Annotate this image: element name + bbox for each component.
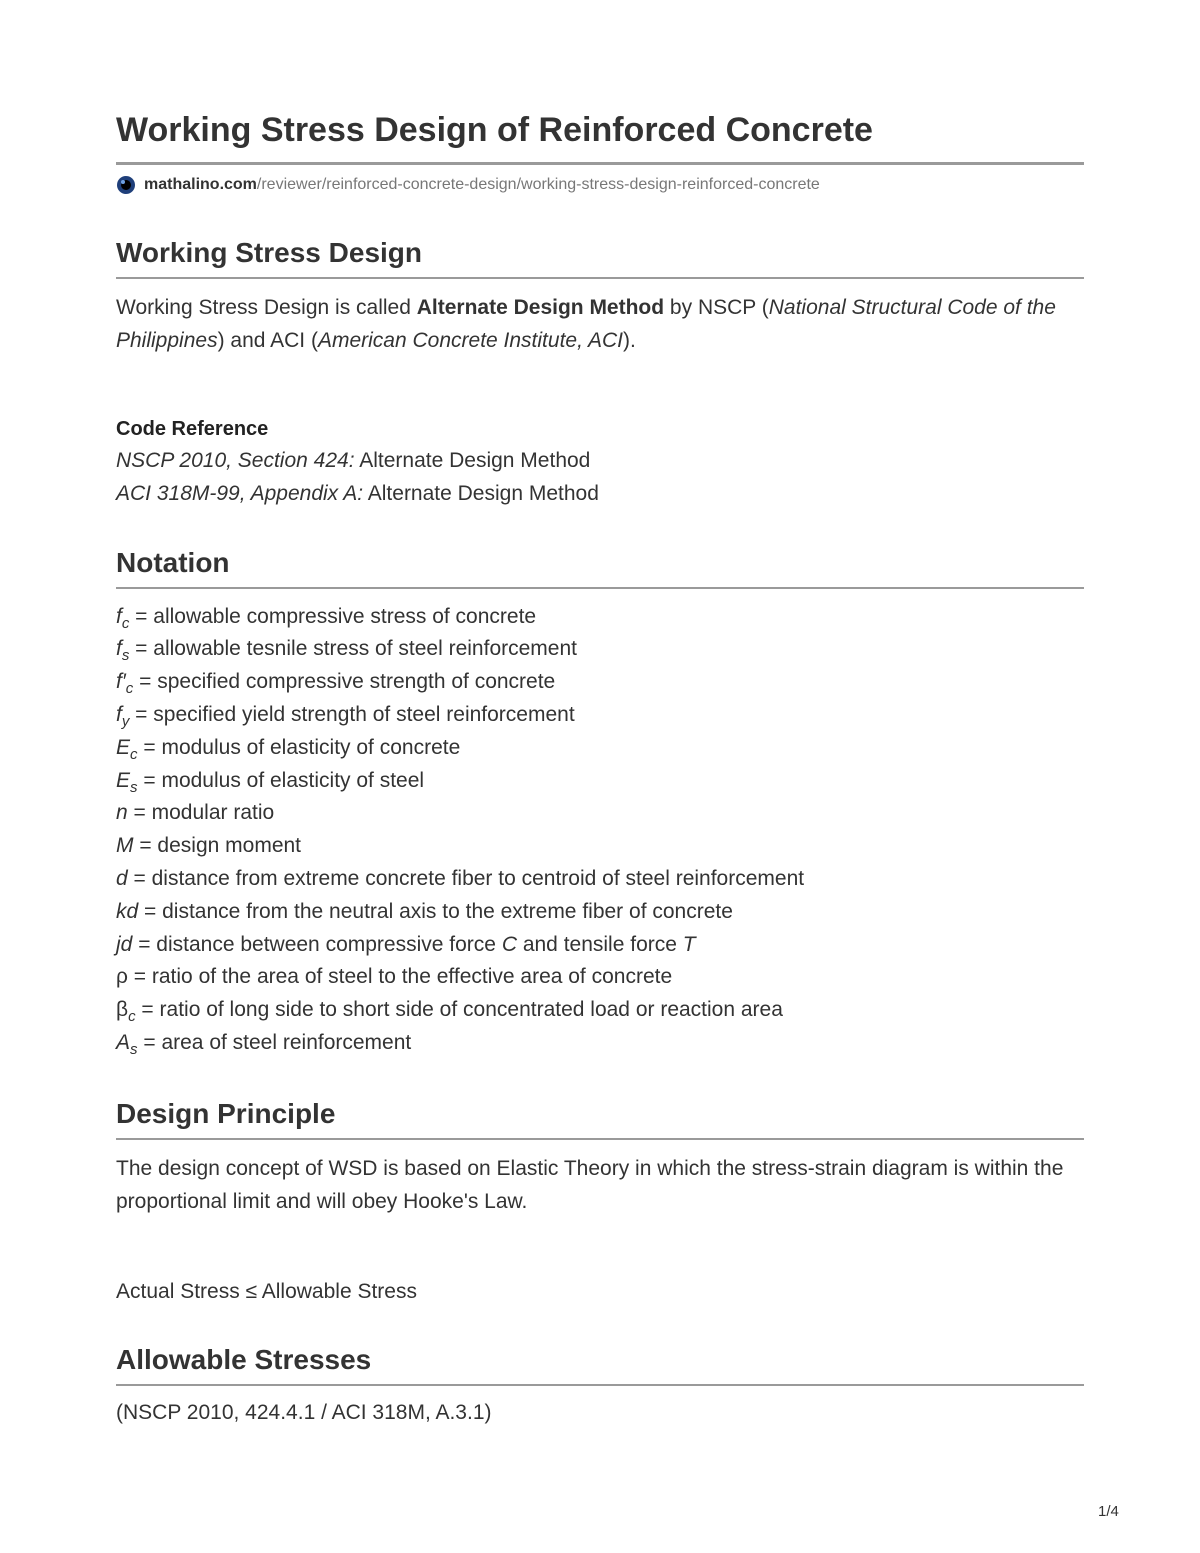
site-logo-icon — [116, 175, 136, 195]
document-page — [116, 108, 1084, 1429]
section-heading-allowable: Allowable Stresses — [116, 1343, 372, 1375]
section-heading-principle: Design Principle — [116, 1097, 336, 1129]
notation-description: = allowable compressive stress of concrete — [129, 604, 537, 628]
notation-subscript: y — [121, 712, 130, 730]
notation-description: = area of steel reinforcement — [137, 1030, 412, 1054]
notation-symbol: d — [116, 866, 128, 890]
notation-item — [116, 601, 1084, 634]
notation-list — [116, 601, 1084, 1060]
notation-item — [116, 896, 1084, 929]
notation-symbol: kd — [116, 899, 139, 923]
notation-subscript: c — [125, 680, 134, 698]
notation-description: = modular ratio — [127, 801, 275, 825]
notation-item — [116, 666, 1084, 699]
allowable-reference: (NSCP 2010, 424.4.1 / ACI 318M, A.3.1) — [116, 1400, 492, 1424]
notation-subscript: c — [121, 614, 130, 632]
stress-equation: Actual Stress ≤ Allowable Stress — [116, 1279, 417, 1303]
notation-symbol: f — [116, 637, 122, 661]
notation-symbol: C — [501, 932, 517, 956]
notation-subscript: c — [128, 1008, 136, 1026]
notation-description: = distance from the neutral axis to the extreme fiber of concrete — [138, 899, 733, 923]
notation-item — [116, 863, 1084, 896]
code-reference — [116, 413, 1084, 511]
section-notation — [116, 545, 1084, 1060]
notation-symbol: T — [682, 932, 696, 956]
section-design-principle — [116, 1096, 1084, 1308]
notation-symbol: jd — [116, 932, 133, 956]
source-link[interactable] — [116, 173, 1084, 197]
notation-item — [116, 830, 1084, 863]
section-heading-notation: Notation — [116, 546, 230, 578]
notation-subscript: s — [121, 647, 130, 665]
section-divider — [116, 1384, 1084, 1386]
section-divider — [116, 1138, 1084, 1140]
title-divider — [116, 162, 1084, 165]
notation-symbol: M — [116, 834, 134, 858]
notation-symbol: ρ — [116, 965, 128, 989]
notation-symbol: A — [116, 1030, 131, 1054]
notation-item — [116, 633, 1084, 666]
notation-description: = distance from extreme concrete fiber to centroid of steel reinforcement — [127, 866, 805, 890]
notation-symbol: β — [116, 998, 129, 1022]
notation-description: = ratio of the area of steel to the effective area of concrete — [127, 965, 673, 989]
notation-description: = allowable tesnile stress of steel reinforcement — [129, 637, 577, 661]
notation-symbol: f′ — [116, 670, 126, 694]
section-divider — [116, 587, 1084, 589]
notation-symbol: E — [116, 735, 131, 759]
code-reference-aci: ACI 318M-99, Appendix A: Alternate Design Method — [116, 481, 599, 505]
notation-item — [116, 994, 1084, 1027]
notation-subscript: s — [130, 1040, 138, 1058]
notation-item — [116, 929, 1084, 962]
section-wsd — [116, 235, 1084, 511]
notation-symbol: f — [116, 702, 122, 726]
page-number: 1/4 — [1098, 1503, 1119, 1520]
section-allowable-stresses — [116, 1342, 1084, 1429]
notation-symbol: E — [116, 768, 131, 792]
notation-item — [116, 699, 1084, 732]
notation-subscript: s — [130, 778, 138, 796]
notation-item — [116, 732, 1084, 765]
notation-item — [116, 961, 1084, 994]
notation-symbol: f — [116, 604, 122, 628]
principle-paragraph: The design concept of WSD is based on Elastic Theory in which the stress-strain diagram is within the proportional limit and will obey Hooke's Law. — [116, 1156, 1064, 1213]
section-heading-wsd: Working Stress Design — [116, 237, 423, 268]
notation-description: = specified yield strength of steel reinforcement — [129, 702, 575, 726]
source-domain: mathalino.com — [144, 176, 257, 193]
notation-description: = design moment — [133, 834, 302, 858]
code-reference-nscp: NSCP 2010, Section 424: Alternate Design Method — [116, 449, 591, 472]
notation-symbol: n — [116, 801, 128, 825]
source-path: /reviewer/reinforced-concrete-design/working-stress-design-reinforced-concrete — [256, 176, 820, 193]
notation-description: = ratio of long side to short side of concentrated load or reaction area — [135, 998, 783, 1022]
page-title: Working Stress Design of Reinforced Concrete — [116, 111, 873, 149]
notation-item — [116, 797, 1084, 830]
notation-item — [116, 765, 1084, 798]
notation-description: = specified compressive strength of concrete — [133, 670, 556, 694]
notation-description: = modulus of elasticity of concrete — [137, 735, 461, 759]
notation-description: = modulus of elasticity of steel — [137, 768, 425, 792]
notation-description: and tensile force — [516, 932, 683, 956]
notation-subscript: c — [130, 745, 138, 763]
wsd-intro-paragraph: Working Stress Design is called Alternate Design Method by NSCP (National Structural Code of the Philippines) and ACI (American Concrete Institute, ACI). — [116, 296, 1056, 352]
code-reference-heading: Code Reference — [116, 418, 269, 440]
notation-description: = distance between compressive force — [132, 932, 502, 956]
notation-item — [116, 1027, 1084, 1060]
section-divider — [116, 277, 1084, 279]
